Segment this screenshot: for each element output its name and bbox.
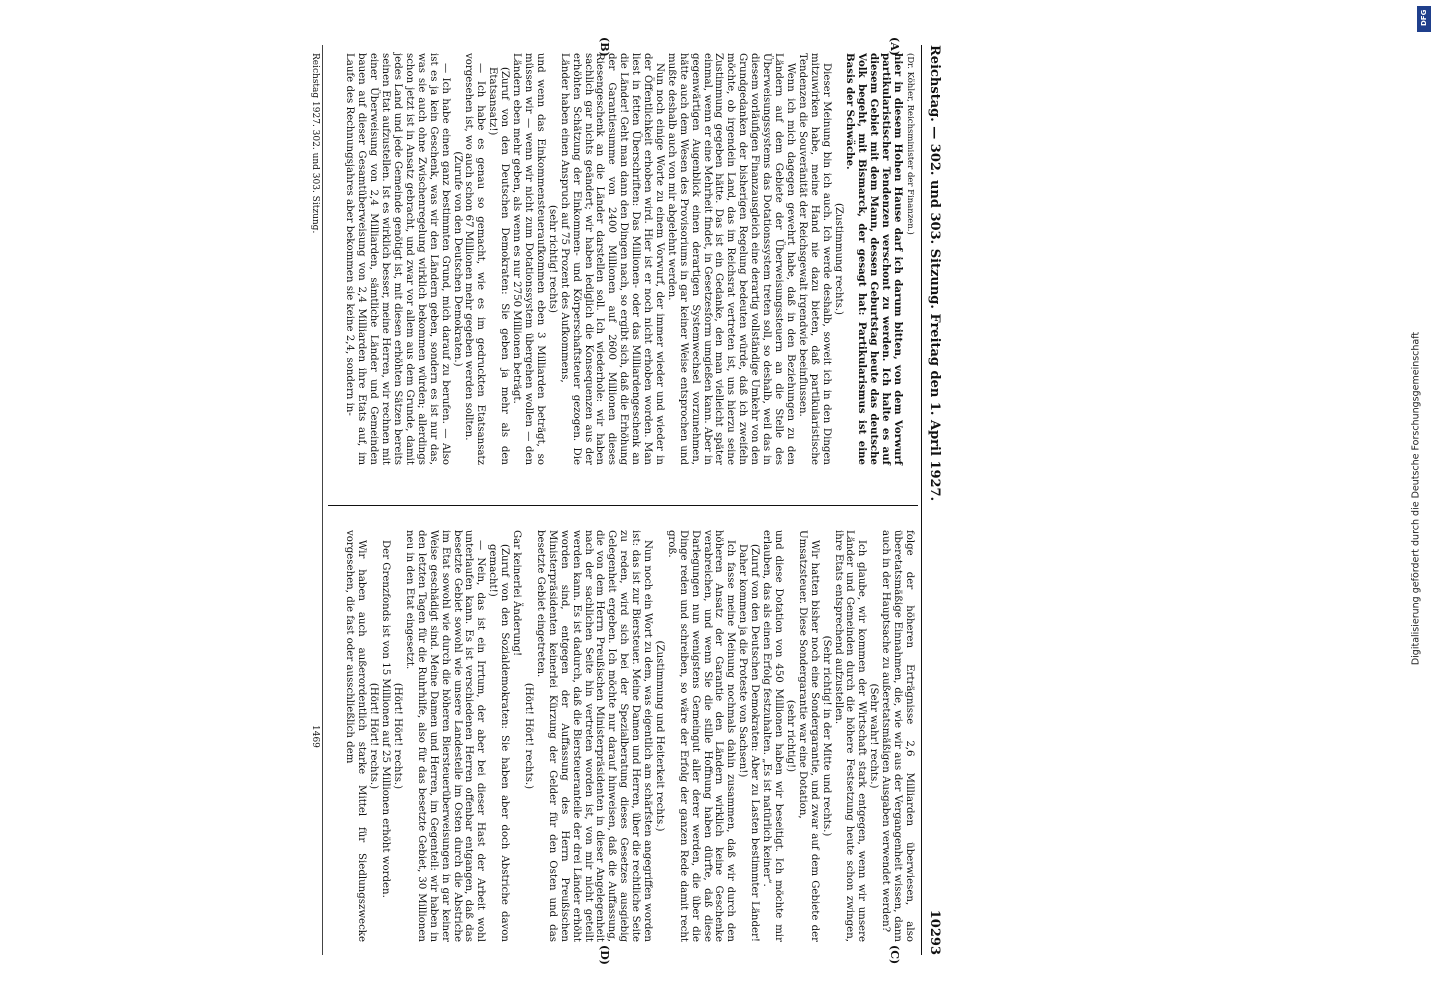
paragraph: (Hört! Hört! rechts.) [368, 682, 380, 790]
right-text-column [344, 530, 916, 942]
paragraph: folge der höheren Erträgnisse 2,6 Milliarden überwiesen, also überetatsmäßige Einnahmen, die, wie wir aus der Vergangenheit wissen, dann auch in der Hauptsache zu außeretatsmäßigen Ausgaben verwendet werden? [880, 530, 915, 942]
running-head: Reichstag. — 302. und 303. Sitzung. Freitag den 1. April 1927. [927, 45, 942, 502]
paragraph: Der Grenzfonds ist von 15 Millionen auf 25 Millionen erhöht worden. [380, 540, 392, 898]
paragraph: hier in diesem Hohen Hause darf ich darum bitten, von dem Vorwurf partikularistischer Tendenzen verschont zu werden. Ich halte es auf diesem Gebiet mit dem Mann, dessen Geburtstag heute das deutsche Volk begeht, mit Bismarck, der gesagt hat: Partikularismus ist eine Basis der Schwäche. [844, 53, 905, 465]
paragraph: Nun noch einige Worte zu einem Vorwurf, der immer wieder und wieder in der Öffentlichkeit erhoben wird. Hier ist er noch nicht erhoben worden. Man liest in fetten Überschriften: Das Millionen- oder das Milliardengeschenk an die Länder! Geht man dann den Dingen nach, so ergibt sich, daß die Erhöhung der Garantiesumme von 2400 Millionen auf 2600 Millionen dieses Riesengeschenk an die Länder darstellen soll. Ich wiederhole: wir haben sachlich gar nichts geändert; wir haben lediglich die Konsequenzen aus der erhöhten Schätzung der Einkommen- und Körperschaftsteuer gezogen. Die Länder haben einen Anspruch auf 75 Prozent des Aufkommens, [558, 53, 665, 465]
paragraph: Ich glaube, wir kommen der Wirtschaft stark entgegen, wenn wir unsere Länder und Gemeinden durch die höhere Festsetzung heute schon zwingen, ihre Etats entsprechend aufzustellen. [832, 530, 868, 942]
paragraph: Nun noch ein Wort zu dem, was eigentlich am schärfsten angegriffen worden ist: das ist zur Biersteuer. Meine Damen und Herren, über die rechtliche Seite zu reden, wird sich bei der Spezialberatung dieses Gesetzes ausgiebig Gelegenheit ergeben. Ich möchte nur darauf hinweisen, daß die Auffassung, die von dem Herrn Preußischen Ministerpräsidenten in dieser Angelegenheit nach der sachlichen Seite hin vertreten worden ist, von mir nicht geteilt werden kann. Es ist dadurch, daß die Biersteueranteile der drei Länder erhöht worden sind, entgegen der Auffassung des Herrn Preußischen Ministerpräsidenten keinerlei Kürzung der Gelder für den Osten und das besetzte Gebiet eingetreten. [534, 530, 654, 942]
paragraph: (Zustimmung rechts.) [832, 202, 844, 316]
rotated-page-scan [300, 35, 940, 965]
header-rule [921, 45, 922, 955]
paragraph: (Zuruf von den Deutschen Demokraten: Aber zu Lasten bestimmter Länder! Daher kommen ja die Proteste von Sachsen!) [737, 544, 761, 942]
margin-marker-b: (B) [598, 37, 611, 57]
paragraph: und wenn das Einkommensteueraufkommen eben 3 Milliarden beträgt, so müssen wir — wenn wir nicht zum Dotationssystem übergehen wollen — den Ländern eben mehr geben, als wenn es nur 2750 Millionen beträgt. [511, 53, 546, 465]
page-number-head: 10293 [927, 909, 942, 955]
paragraph: (Zuruf von den Sozialdemokraten: Sie haben aber doch Abstriche davon gemacht!) [487, 544, 511, 942]
left-text-column [344, 53, 916, 465]
paragraph: Gar keinerlei Änderung! [511, 530, 523, 657]
dfg-logo: DFG [1417, 6, 1431, 32]
paragraph: — Ich habe einen ganz bestimmten Grund, mich darauf zu berufen. — Also ist es ja kein Geschenk, was wir den Ländern geben, sondern es ist nur das, was sie auch ohne Zwischenregelung wirklich bekommen würden; allerdings schon jetzt ist in Ansatz gebracht, und zwar vor allem aus dem Grunde, damit jedes Land und jede Gemeinde genötigt ist, mit diesen erhöhten Sätzen bereits seinen Etat aufzustellen. Ist es wirklich besser, meine Herren, wir rechnen mit einer Überweisung von 2,4 Milliarden, sämtliche Länder und Gemeinden bauen auf dieser Gesamtüberweisung von 2,4 Milliarden ihre Etats auf, im Laufe des Rechnungsjahres aber bekommen sie keine 2,4, sondern in- [344, 53, 451, 465]
paragraph: Wenn ich mich dagegen gewehrt habe, daß in den Beziehungen zu den Ländern auf dem Gebiete der Überweisungssteuern an die Stelle des Überweisungssystems das Dotationssystem treten soll, so deshalb, weil das in diesem vorläufigen Finanzausgleich eine derartig vollständige Umkehr von den Grundgedanken der bisherigen Regelung bedeuten würde, daß ich zweifeln möchte, ob irgendein Land, das im Reichsrat vertreten ist, uns hierzu seine Zustimmung gegeben hätte. Das ist ein Gedanke, den man vielleicht später einmal, wenn er eine Mehrheit findet, in Gesetzesform umgießen kann. Aber in gegenwärtigen Augenblick einen derartigen Systemwechsel vorzunehmen, hätte auch dem Wesen des Provisoriums in gar keiner Weise entsprochen und mußte deshalb auch von mir abgelehnt werden. [665, 53, 796, 465]
footer-imprint: Reichstag 1927. 302. und 303. Sitzung. [309, 53, 320, 234]
paragraph: Wir haben auch außerordentlich starke Mittel für Siedlungszwecke vorgesehen, die fast oder ausschließlich dem [344, 530, 368, 942]
margin-marker-c: (C) [888, 945, 901, 965]
paragraph: — Ich habe es genau so gemacht, wie es im gedruckten Etatsansatz vorgesehen ist, wo auch schon 67 Millionen mehr gegeben werden sollten. [463, 53, 487, 465]
paragraph: (Zurufe von den Deutschen Demokraten.) [451, 151, 463, 367]
paragraph: (Zustimmung und Heiterkeit rechts.) [653, 640, 665, 832]
paragraph: Wir hatten bisher noch eine Sondergarantie, und zwar auf dem Gebiete der Umsatzsteuer. Diese Sondergarantie war eine Dotation, [796, 530, 820, 942]
paragraph: (sehr richtig! rechts) [546, 205, 558, 313]
paragraph: — Nein, das ist ein Irrtum, der aber bei dieser Hast der Arbeit wohl unterlaufen kann. Es ist verschiedenen Herren offenbar entgangen, daß das besetzte Gebiet sowohl wie unsere Landesteile im Osten durch die Abstriche im Etat sowohl wie durch die höheren Biersteuerüberweisungen in gar keiner Weise geschädigt sind. Meine Damen und Herren, im Gegenteil: wir haben in den letzten Tagen für die Ruhrhilfe, also für das besetzte Gebiet, 30 Millionen neu in den Etat eingesetzt. [403, 530, 487, 942]
footer-page-number: 1469 [309, 725, 320, 748]
margin-marker-a: (A) [888, 37, 901, 56]
paragraph: (Hört! Hört! rechts.) [523, 682, 534, 790]
page-header [922, 45, 940, 955]
paragraph: Dieser Meinung bin ich auch. Ich werde deshalb, soweit ich in den Dingen mitzuwirken habe, meine Hand nie dazu bieten, daß partikularistische Tendenzen die Souveränität der Reichsgewalt irgendwie beeinflussen. [796, 53, 832, 465]
paragraph: Ich fasse meine Meinung nochmals dahin zusammen, daß wir durch den höheren Ansatz der Garantie den Ländern wirklich keine Geschenke verabreichen, und wenn Sie die stille Hoffnung haben dürfte, daß diese Darlegungen nun wenigstens Gemeingut aller derer werden, die über die Dinge reden und schreiben, so wäre der Erfolg der ganzen Rede damit recht groß. [665, 530, 737, 942]
paragraph: (sehr richtig!) [784, 699, 796, 773]
paragraph: (Sehr richtig! in der Mitte und rechts.) [820, 635, 832, 837]
paragraph: (Zuruf von den Deutschen Demokraten: Sie geben ja mehr als den Etatsansatz!) [487, 67, 511, 465]
margin-marker-d: (D) [598, 945, 611, 965]
footer-rule [322, 45, 323, 955]
paragraph: (Sehr wahr! rechts.) [868, 683, 880, 789]
paragraph: und diese Dotation von 450 Millionen haben wir beseitigt. Ich möchte mir erlauben, das als einen Erfolg festzuhalten. „Es ist natürlich keiner“. [761, 530, 785, 942]
column-divider [328, 505, 918, 506]
digitization-caption: Digitalisierung gefördert durch die Deutsche Forschungsgemeinschaft [1410, 331, 1422, 666]
paragraph: (Hört! Hört! rechts.) [392, 682, 404, 790]
paragraph: (Dr. Köhler, Reichsminister der Finanzen.) [905, 53, 915, 235]
